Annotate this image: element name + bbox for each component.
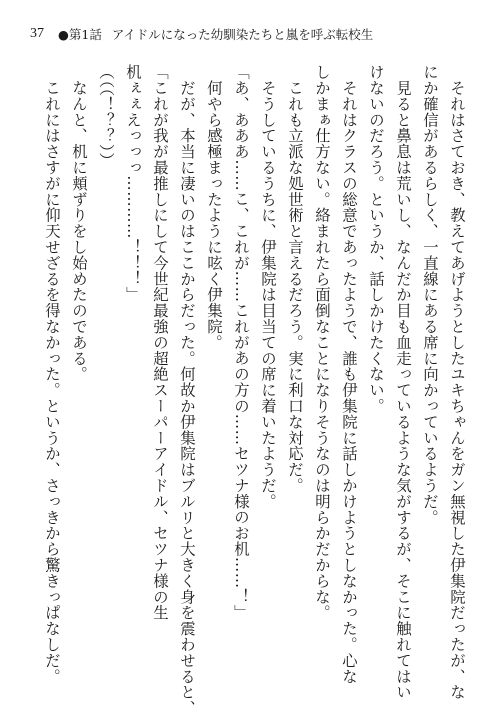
text-line: しかまぁ仕方ない。絡まれたら面倒なことになりそうなのは明らかだからな。	[313, 64, 331, 621]
text-line: 見ると鼻息は荒いし、なんだか目も血走っているような気がするが、そこに触れてはい	[394, 64, 412, 700]
text-line: そうしているうちに、伊集院は目当ての席に着いたようだ。	[259, 64, 277, 510]
text-line: これも立派な処世術と言えるだろう。実に利口な対応だ。	[286, 64, 304, 494]
chapter-title: アイドルになった幼馴染たちと嵐を呼ぶ転校生	[111, 27, 374, 42]
chapter-label: ●第1話	[58, 27, 102, 42]
text-line: 何やら感極まったように呟く伊集院。	[205, 64, 223, 351]
text-line: にか確信があるらしく、一直線にある席に向かっているようだ。	[421, 64, 439, 526]
text-line: 「あ、あああ……こ、これが……これがあの方の……セツナ様のお机……！」	[232, 64, 250, 621]
text-line: けないのだろう。というか、話しかけたくない。	[367, 64, 385, 414]
text-line: だが、本当に凄いのはここからだった。何故か伊集院はブルリと大きく身を震わせると、	[178, 64, 196, 716]
text-line: これにはさすがに仰天せざるを得なかった。というか、さっきから驚きっぱなしだ。	[43, 64, 61, 685]
text-line: それはさておき、教えてあげようとしたユキちゃんをガン無視した伊集院だったが、な	[448, 64, 466, 700]
page-number: 37	[30, 26, 44, 41]
text-line: 「これが我が最推しにして今世紀最強の超絶スーパーアイドル、セツナ様の生	[151, 64, 169, 621]
text-line: （（（！？？））	[97, 64, 115, 169]
body-text	[38, 64, 470, 716]
text-line: それはクラスの総意であったようで、誰も伊集院に話しかけようとしなかった。心な	[340, 64, 358, 685]
running-head	[58, 25, 373, 43]
text-line: 机ぇぇえっっっ…………！！！」	[124, 64, 142, 303]
page-header	[30, 24, 373, 44]
text-line: なんと、机に頬ずりをし始めたのである。	[70, 64, 88, 382]
